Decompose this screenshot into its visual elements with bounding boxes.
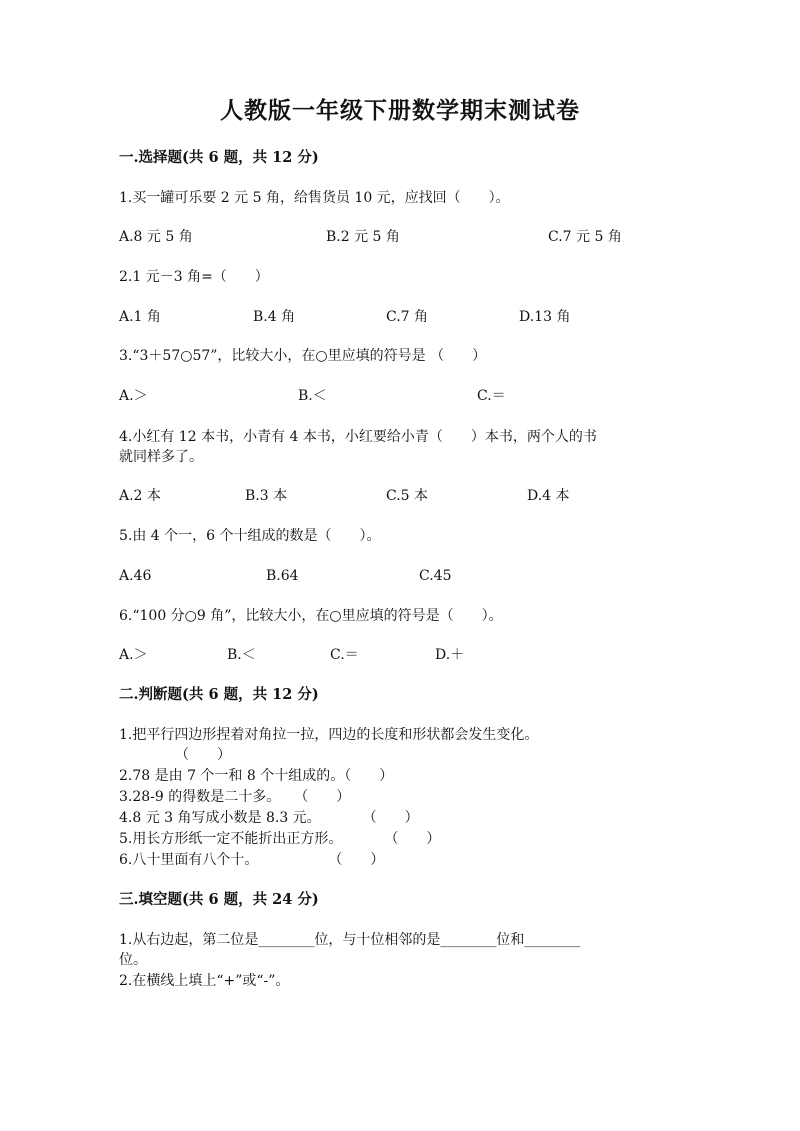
section-heading-fill-in: 三.填空题(共 6 题，共 24 分): [119, 891, 319, 908]
question-stem: 5.由 4 个一，6 个十组成的数是（ ）。: [119, 528, 381, 544]
option-d: D.13 角: [519, 309, 571, 325]
option-b: B.＜: [227, 647, 256, 663]
question-stem: 2.1 元－3 角=（ ）: [119, 269, 269, 285]
option-c: C.＝: [477, 388, 506, 404]
judgment-item: 6.八十里面有八个十。 （ ）: [119, 852, 385, 868]
question-stem: 6.“100 分○9 角”，比较大小，在○里应填的符号是（ ）。: [119, 608, 503, 624]
fill-in-item: 1.从右边起，第二位是________位，与十位相邻的是________位和________: [119, 932, 581, 948]
judgment-item: 5.用长方形纸一定不能折出正方形。 （ ）: [119, 831, 441, 847]
option-a: A.＞: [119, 388, 148, 404]
option-c: C.＝: [330, 647, 359, 663]
judgment-item: 3.28-9 的得数是二十多。 （ ）: [119, 789, 351, 805]
option-b: B.4 角: [253, 309, 296, 325]
option-c: C.7 元 5 角: [548, 229, 622, 245]
question-stem-continued: 就同样多了。: [119, 449, 203, 465]
judgment-item: 2.78 是由 7 个一和 8 个十组成的。（ ）: [119, 768, 394, 784]
option-c: C.5 本: [386, 488, 429, 504]
page-title: 人教版一年级下册数学期末测试卷: [220, 97, 580, 124]
judgment-item: 4.8 元 3 角写成小数是 8.3 元。 （ ）: [119, 810, 419, 826]
option-a: A.1 角: [119, 309, 161, 325]
option-c: C.7 角: [386, 309, 429, 325]
question-stem: 1.买一罐可乐要 2 元 5 角，给售货员 10 元，应找回（ ）。: [119, 190, 510, 206]
option-b: B.＜: [298, 388, 327, 404]
section-heading-choice: 一.选择题(共 6 题，共 12 分): [119, 149, 319, 166]
option-a: A.2 本: [119, 488, 161, 504]
option-a: A.＞: [119, 647, 148, 663]
option-b: B.2 元 5 角: [326, 229, 400, 245]
fill-in-item-continued: 位。: [119, 952, 147, 968]
judgment-item: 1.把平行四边形捏着对角拉一拉，四边的长度和形状都会发生变化。: [119, 727, 539, 743]
option-d: D.4 本: [527, 488, 570, 504]
fill-in-item: 2.在横线上填上“+”或“-”。: [119, 973, 290, 989]
section-heading-judgment: 二.判断题(共 6 题，共 12 分): [119, 686, 319, 703]
option-b: B.3 本: [245, 488, 288, 504]
option-b: B.64: [266, 568, 299, 584]
option-a: A.8 元 5 角: [119, 229, 193, 245]
option-a: A.46: [119, 568, 152, 584]
question-stem: 4.小红有 12 本书，小青有 4 本书，小红要给小青（ ）本书，两个人的书: [119, 429, 597, 445]
answer-blank: （ ）: [175, 747, 231, 763]
question-stem: 3.“3＋57○57”，比较大小，在○里应填的符号是 （ ）: [119, 348, 487, 364]
option-c: C.45: [419, 568, 452, 584]
option-d: D.＋: [435, 647, 465, 663]
